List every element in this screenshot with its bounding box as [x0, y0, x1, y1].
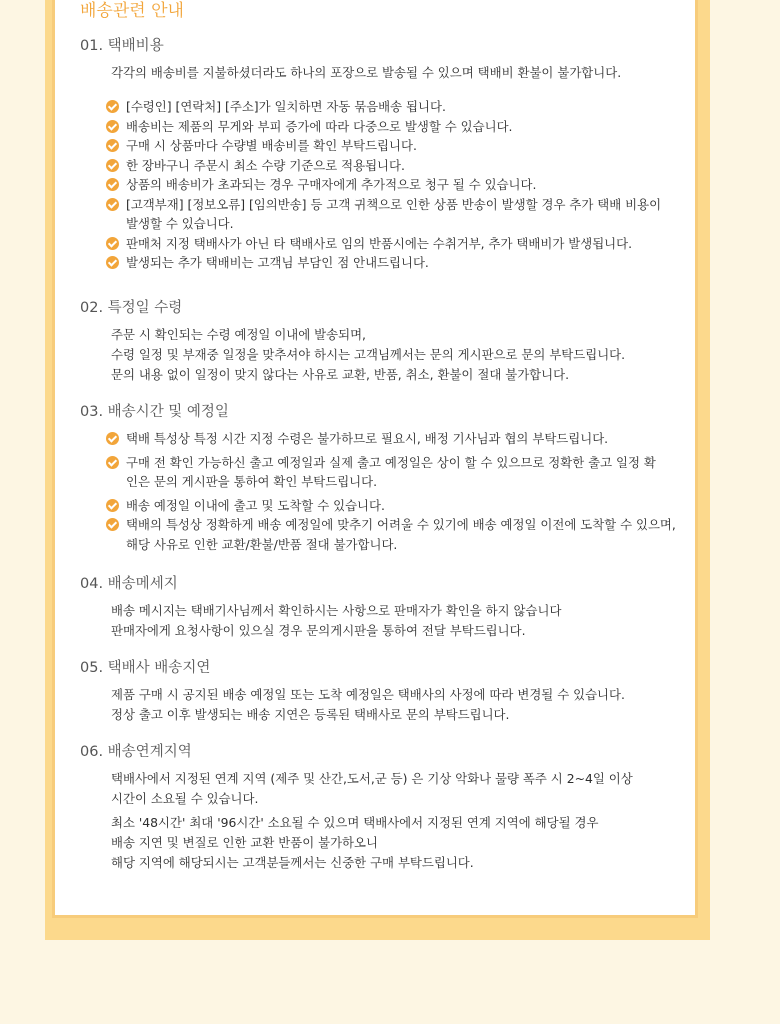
- section-heading: 05. 택배사 배송지연: [80, 660, 211, 676]
- check-icon: [106, 256, 119, 269]
- list-item: 배송 예정일 이내에 출고 및 도착할 수 있습니다.: [106, 496, 680, 516]
- check-icon: [106, 100, 119, 113]
- check-icon: [106, 139, 119, 152]
- list-item: [수령인] [연락처] [주소]가 일치하면 자동 묶음배송 됩니다.: [106, 97, 680, 117]
- section-specific-date: [80, 296, 680, 385]
- section-text: [80, 325, 680, 385]
- list-item: 택배 특성상 특정 시간 지정 수령은 불가하므로 필요시, 배정 기사님과 협의 부탁드립니다.: [106, 429, 680, 449]
- section-heading: 02. 특정일 수령: [80, 300, 183, 316]
- check-icon: [106, 518, 119, 531]
- list-item: 판매처 지정 택배사가 아닌 타 택배사로 임의 반품시에는 수취거부, 추가 택배비가 발생됩니다.: [106, 234, 680, 254]
- list-item: 구매 시 상품마다 수량별 배송비를 확인 부탁드립니다.: [106, 136, 680, 156]
- section-line: 해당 지역에 해당되시는 고객분들께서는 신중한 구매 부탁드립니다.: [111, 855, 474, 870]
- page-title: 배송관련 안내: [80, 1, 184, 21]
- section-heading: 01. 택배비용: [80, 38, 164, 54]
- section-line: 문의 내용 없이 일정이 맞지 않다는 사유로 교환, 반품, 취소, 환불이 절대 불가합니다.: [111, 367, 570, 382]
- section-delivery-time: [80, 400, 680, 554]
- check-icon: [106, 159, 119, 172]
- list-item: [고객부재] [정보오류] [임의반송] 등 고객 귀책으로 인한 상품 반송이 발생할 경우 추가 택배 비용이 발생할 수 있습니다.: [106, 195, 666, 234]
- section-line: 택배사에서 지정된 연계 지역 (제주 및 산간,도서,군 등) 은 기상 악화나 물량 폭주 시 2~4일 이상: [111, 771, 633, 786]
- check-icon: [106, 120, 119, 133]
- list-item: 택배의 특성상 정확하게 배송 예정일에 맞추기 어려울 수 있기에 배송 예정일 이전에 도착할 수 있으며, 해당 사유로 인한 교환/환불/반품 절대 불가합니다.: [106, 515, 678, 554]
- check-icon: [106, 432, 119, 445]
- section-courier-delay: [80, 656, 680, 725]
- section-line: 판매자에게 요청사항이 있으실 경우 문의게시판을 통하여 전달 부탁드립니다.: [111, 623, 526, 638]
- section-heading: 03. 배송시간 및 예정일: [80, 404, 229, 420]
- section-line: 정상 출고 이후 발생되는 배송 지연은 등록된 택배사로 문의 부탁드립니다.: [111, 707, 510, 722]
- section-heading: 06. 배송연계지역: [80, 744, 192, 760]
- section-line: 제품 구매 시 공지된 배송 예정일 또는 도착 예정일은 택배사의 사정에 따라 변경될 수 있습니다.: [111, 687, 625, 702]
- section-line: 최소 '48시간' 최대 '96시간' 소요될 수 있으며 택배사에서 지정된 연계 지역에 해당될 경우: [111, 815, 599, 830]
- section-line: 주문 시 확인되는 수령 예정일 이내에 발송되며,: [111, 327, 366, 342]
- bullet-list: [80, 97, 680, 273]
- section-line: 각각의 배송비를 지불하셨더라도 하나의 포장으로 발송될 수 있으며 택배비 환불이 불가합니다.: [111, 65, 622, 80]
- section-text: [80, 63, 680, 83]
- check-icon: [106, 198, 119, 211]
- section-text: [80, 601, 680, 641]
- check-icon: [106, 456, 119, 469]
- check-icon: [106, 237, 119, 250]
- section-heading: 04. 배송메세지: [80, 576, 178, 592]
- section-linked-region: [80, 740, 680, 873]
- section-text: [80, 769, 680, 873]
- list-item: 한 장바구니 주문시 최소 수량 기준으로 적용됩니다.: [106, 156, 680, 176]
- section-line: 배송 지연 및 변질로 인한 교환 반품이 불가하오니: [111, 835, 378, 850]
- section-line: 시간이 소요될 수 있습니다.: [111, 791, 259, 806]
- section-delivery-message: [80, 572, 680, 641]
- list-item: 배송비는 제품의 무게와 부피 증가에 따라 다중으로 발생할 수 있습니다.: [106, 117, 680, 137]
- list-item: 상품의 배송비가 초과되는 경우 구매자에게 추가적으로 청구 될 수 있습니다.: [106, 175, 680, 195]
- section-shipping-cost: [80, 34, 680, 273]
- check-icon: [106, 499, 119, 512]
- list-item: 발생되는 추가 택배비는 고객님 부담인 점 안내드립니다.: [106, 253, 680, 273]
- check-icon: [106, 178, 119, 191]
- section-line: 배송 메시지는 택배기사님께서 확인하시는 사항으로 판매자가 확인을 하지 않습니다: [111, 603, 562, 618]
- list-item: 구매 전 확인 가능하신 출고 예정일과 실제 출고 예정일은 상이 할 수 있으므로 정확한 출고 일정 확인은 문의 게시판을 통하여 확인 부탁드립니다.: [106, 453, 666, 492]
- section-line: 수령 일정 및 부재중 일정을 맞추셔야 하시는 고객님께서는 문의 게시판으로 문의 부탁드립니다.: [111, 347, 626, 362]
- section-text: [80, 685, 680, 725]
- bullet-list: [80, 429, 680, 554]
